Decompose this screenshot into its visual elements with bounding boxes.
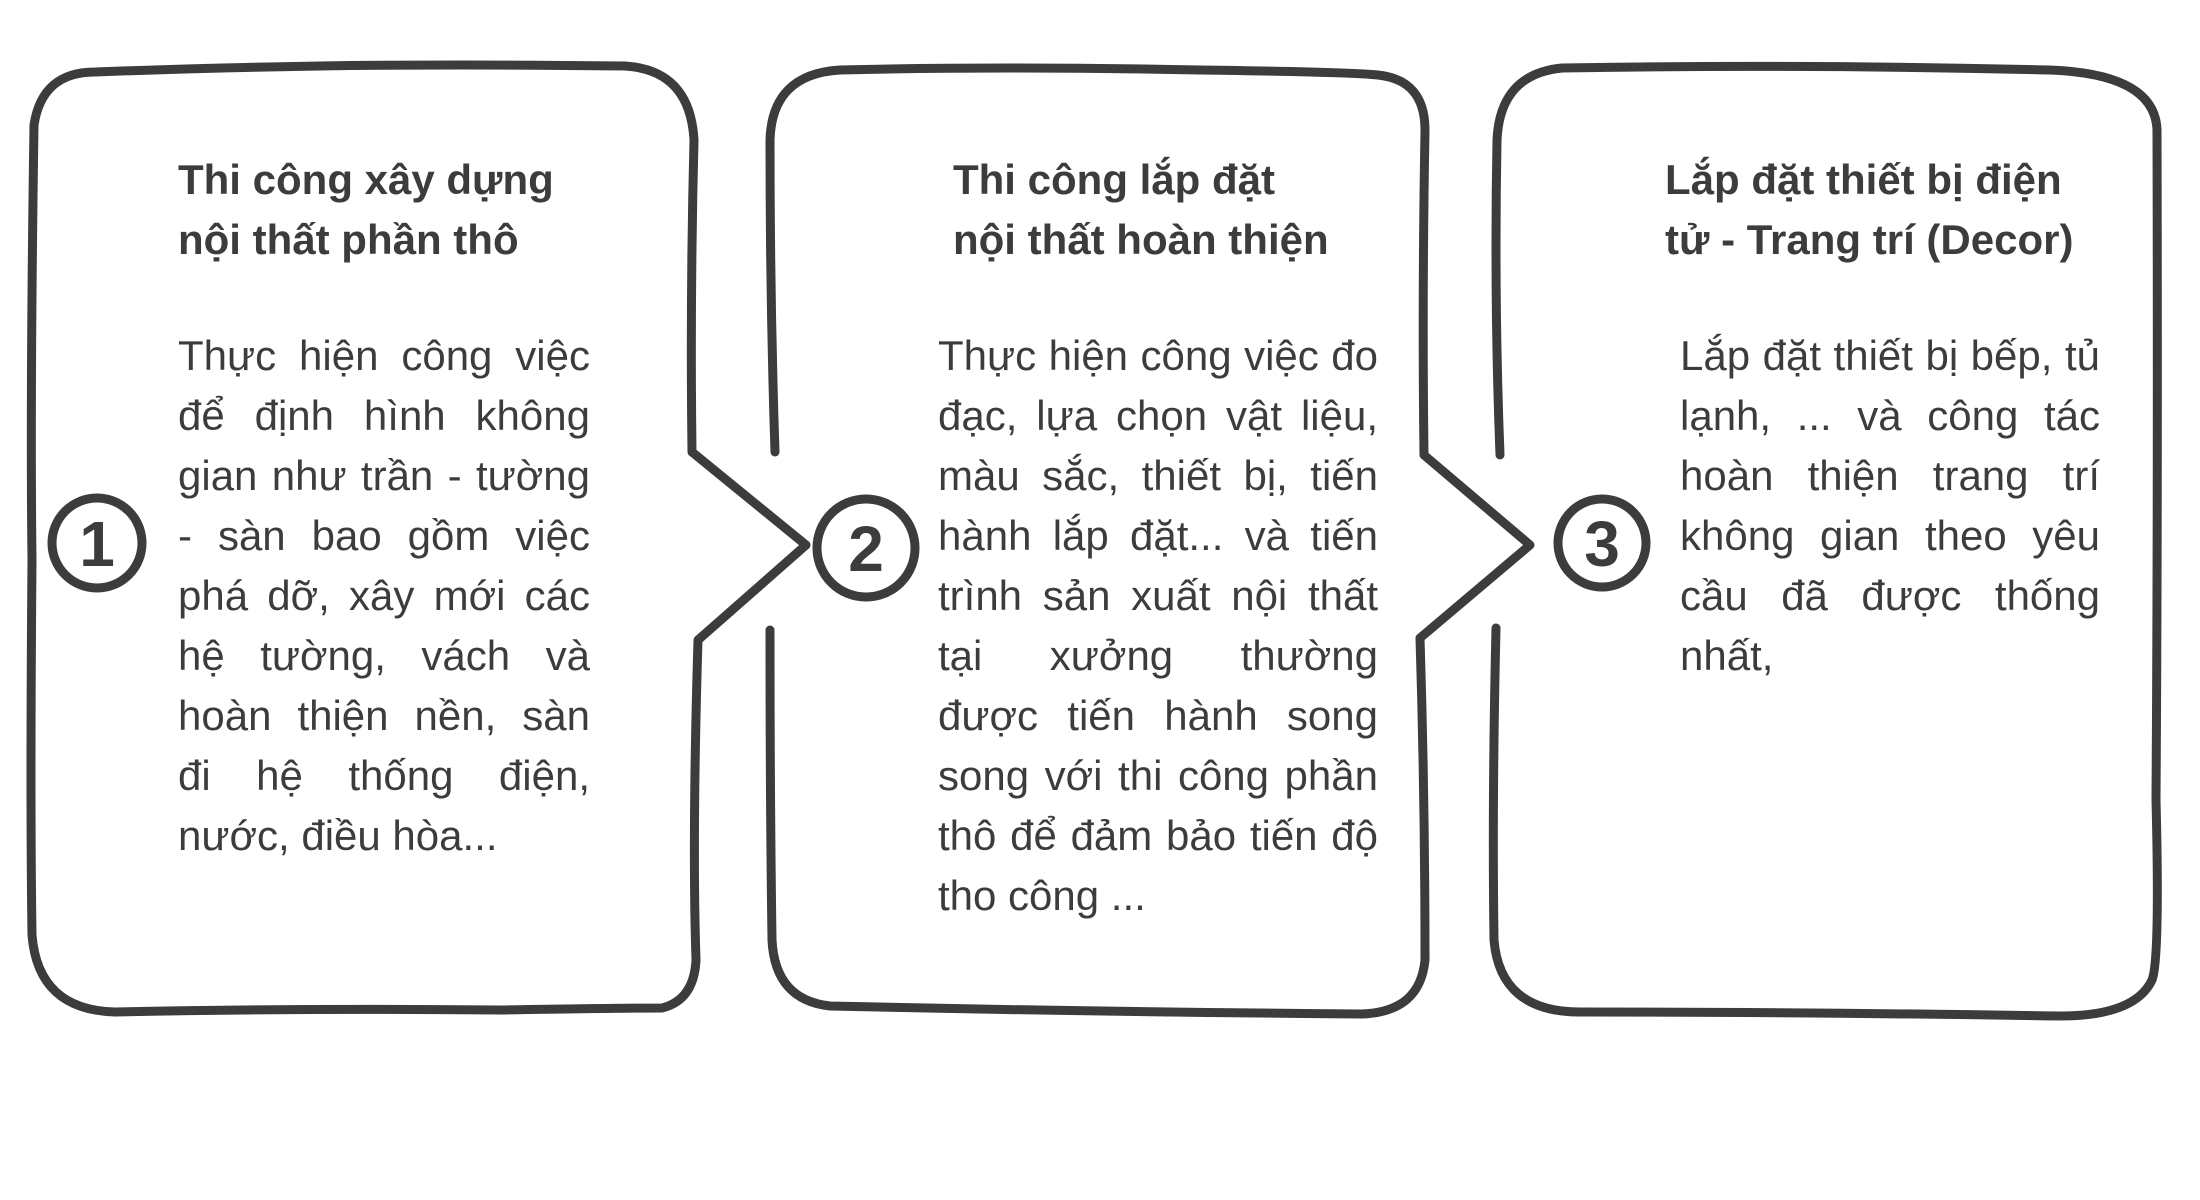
step-3-title	[1665, 150, 2111, 270]
step-2-title-line-1: Thi công lắp đặt	[953, 156, 1275, 203]
step-2-title-line-2: nội thất hoàn thiện	[953, 216, 1329, 263]
step-1-description: Thực hiện công việc để định hình không gian như trần - tường - sàn bao gồm việc phá dỡ, xây mới các hệ tường, vách và hoàn thiện nền, sàn đi hệ thống điện, nước, điều hòa...	[178, 332, 590, 859]
step-3-title-line-2: tử - Trang trí (Decor)	[1665, 216, 2074, 263]
step-2-description: Thực hiện công việc đo đạc, lựa chọn vật liệu, màu sắc, thiết bị, tiến hành lắp đặt... và tiến trình sản xuất nội thất tại xưởng thường được tiến hành song song với thi công phần thô để đảm bảo tiến độ tho công ...	[938, 332, 1378, 919]
step-2-number: 2	[848, 513, 884, 585]
step-3-number: 3	[1584, 508, 1620, 580]
step-1-title	[178, 150, 588, 270]
step-1-number: 1	[79, 508, 115, 580]
step-2-title	[953, 150, 1353, 270]
step-3-description: Lắp đặt thiết bị bếp, tủ lạnh, ... và công tác hoàn thiện trang trí không gian theo yêu cầu đã được thống nhất,	[1680, 332, 2100, 679]
step-1-title-line-1: Thi công xây dựng	[178, 156, 554, 203]
step-3-title-line-1: Lắp đặt thiết bị điện	[1665, 156, 2062, 203]
step-1-title-line-2: nội thất phần thô	[178, 216, 519, 263]
